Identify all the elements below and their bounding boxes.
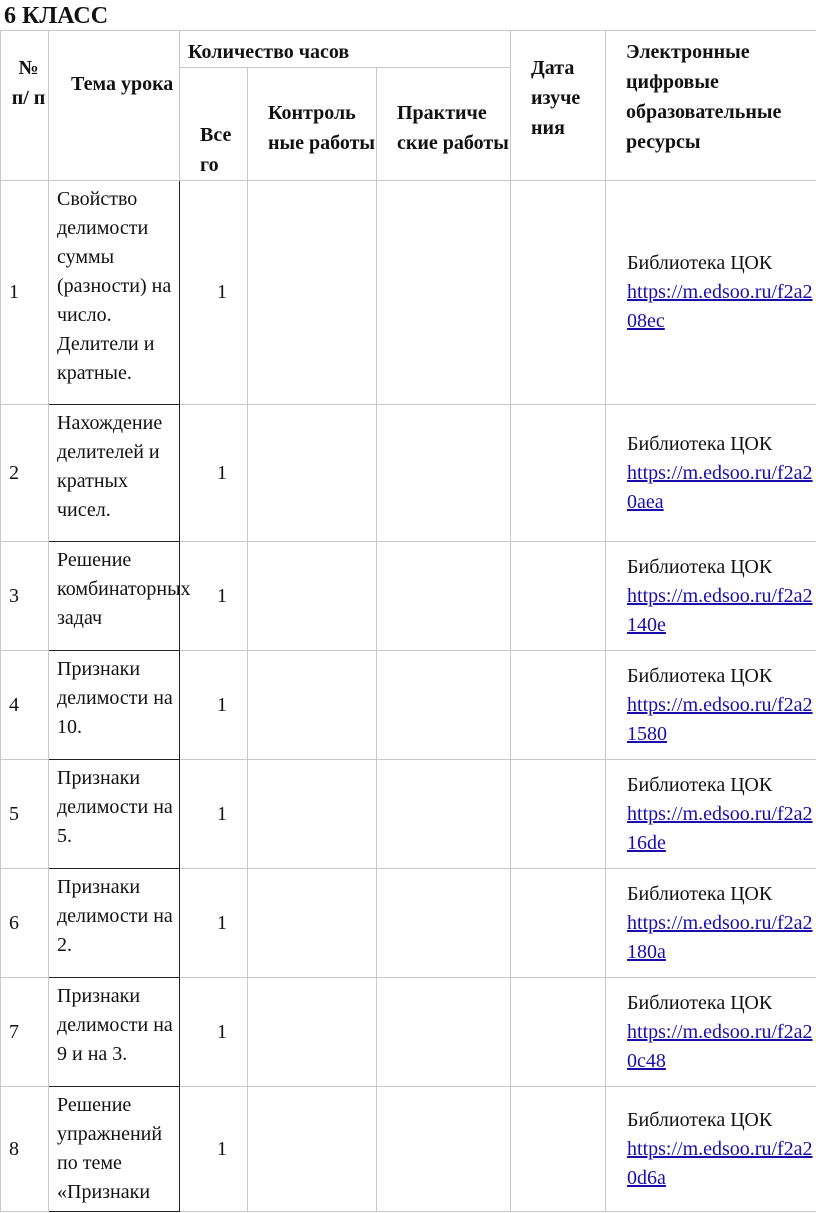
row-resource (606, 181, 816, 405)
lesson-plan-table (0, 30, 816, 1212)
row-date (511, 651, 606, 760)
table-row (1, 760, 816, 869)
row-topic: Признаки делимости на 9 и на 3. (49, 978, 180, 1087)
row-practical-hours (377, 405, 511, 542)
row-practical-hours (377, 760, 511, 869)
resource-label: Библиотека ЦОК (627, 252, 773, 274)
row-control-hours (248, 760, 377, 869)
row-number: 5 (1, 760, 49, 869)
row-number: 8 (1, 1087, 49, 1212)
header-topic: Тема урока (49, 31, 180, 181)
resource-label: Библиотека ЦОК (627, 432, 773, 455)
resource-link[interactable]: https://m.edsoo.ru/f2a20d6a (627, 1137, 813, 1189)
row-control-hours (248, 181, 377, 405)
row-date (511, 542, 606, 651)
row-date (511, 869, 606, 978)
resource-link[interactable]: https://m.edsoo.ru/f2a20aea (627, 461, 813, 513)
row-total-hours: 1 (180, 1087, 248, 1212)
row-resource (606, 651, 816, 760)
row-total-hours: 1 (180, 978, 248, 1087)
resource-label: Библиотека ЦОК (627, 773, 773, 796)
row-number: 7 (1, 978, 49, 1087)
resource-label: Библиотека ЦОК (627, 555, 773, 578)
row-topic: Признаки делимости на 10. (49, 651, 180, 760)
table-row (1, 1087, 816, 1212)
row-control-hours (248, 651, 377, 760)
resource-label: Библиотека ЦОК (627, 882, 773, 905)
row-total-hours: 1 (180, 760, 248, 869)
row-number: 6 (1, 869, 49, 978)
row-number: 4 (1, 651, 49, 760)
header-hours-group: Количество часов (180, 31, 511, 68)
row-practical-hours (377, 1087, 511, 1212)
table-row (1, 978, 816, 1087)
header-date: Дата изуче ния (511, 31, 606, 181)
row-resource (606, 978, 816, 1087)
row-total-hours: 1 (180, 542, 248, 651)
row-resource (606, 869, 816, 978)
table-row (1, 181, 816, 405)
resource-label: Библиотека ЦОК (627, 664, 773, 687)
row-practical-hours (377, 542, 511, 651)
row-topic: Признаки делимости на 2. (49, 869, 180, 978)
page-title: 6 КЛАСС (4, 3, 109, 29)
header-practical: Практиче ские работы (377, 68, 511, 181)
resource-label: Библиотека ЦОК (627, 991, 773, 1014)
row-total-hours: 1 (180, 405, 248, 542)
resource-link[interactable]: https://m.edsoo.ru/f2a216de (627, 802, 813, 854)
row-control-hours (248, 405, 377, 542)
row-topic: Признаки делимости на 5. (49, 760, 180, 869)
row-practical-hours (377, 869, 511, 978)
row-date (511, 978, 606, 1087)
row-date (511, 1087, 606, 1212)
row-control-hours (248, 869, 377, 978)
table-row (1, 651, 816, 760)
row-practical-hours (377, 651, 511, 760)
row-number: 1 (1, 181, 49, 405)
row-number: 3 (1, 542, 49, 651)
row-topic: Решение упражнений по теме «Признаки (49, 1087, 180, 1212)
row-topic: Нахождение делителей и кратных чисел. (49, 405, 180, 542)
header-total: Все го (180, 68, 248, 181)
resource-link[interactable]: https://m.edsoo.ru/f2a208ec (627, 281, 813, 332)
resource-link[interactable]: https://m.edsoo.ru/f2a20c48 (627, 1020, 813, 1072)
row-topic: Свойство делимости суммы (разности) на число. Делители и кратные. (49, 181, 180, 405)
row-resource (606, 760, 816, 869)
row-number: 2 (1, 405, 49, 542)
row-topic: Решение комбинаторных задач (49, 542, 180, 651)
table-row (1, 542, 816, 651)
row-resource (606, 1087, 816, 1212)
table-row (1, 869, 816, 978)
table-row (1, 405, 816, 542)
row-practical-hours (377, 978, 511, 1087)
row-date (511, 181, 606, 405)
header-control: Контроль ные работы (248, 68, 377, 181)
row-date (511, 405, 606, 542)
row-control-hours (248, 1087, 377, 1212)
row-total-hours: 1 (180, 651, 248, 760)
row-resource (606, 542, 816, 651)
row-practical-hours (377, 181, 511, 405)
resource-link[interactable]: https://m.edsoo.ru/f2a21580 (627, 693, 813, 745)
row-control-hours (248, 978, 377, 1087)
resource-link[interactable]: https://m.edsoo.ru/f2a2140e (627, 584, 813, 636)
header-resources: Электронные цифровые образовательные ресурсы (606, 31, 816, 181)
row-resource (606, 405, 816, 542)
resource-label: Библиотека ЦОК (627, 1108, 773, 1131)
row-date (511, 760, 606, 869)
row-total-hours: 1 (180, 181, 248, 405)
row-total-hours: 1 (180, 869, 248, 978)
header-number: № п/ п (1, 31, 49, 181)
row-control-hours (248, 542, 377, 651)
resource-link[interactable]: https://m.edsoo.ru/f2a2180a (627, 911, 813, 963)
